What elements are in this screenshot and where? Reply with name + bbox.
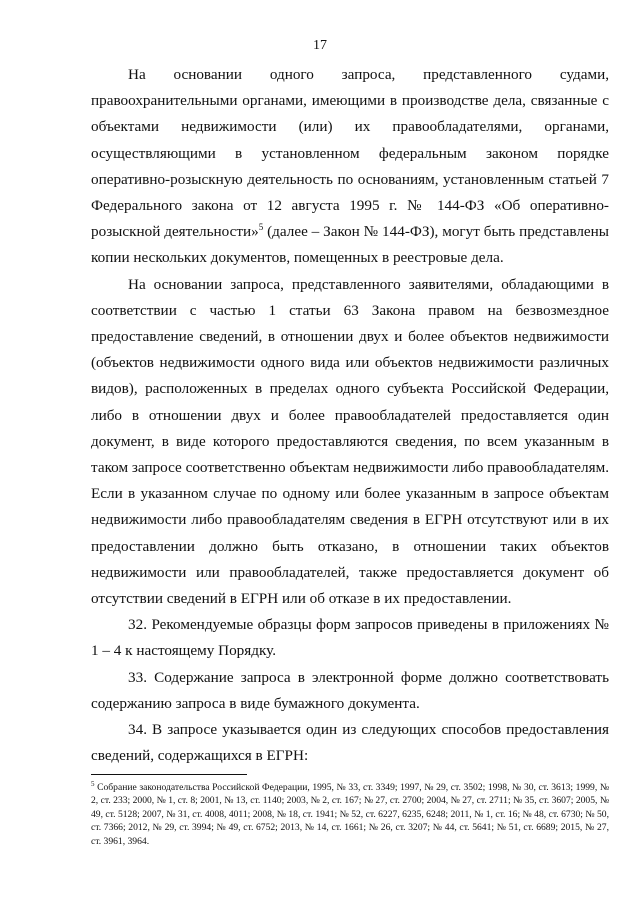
footnote-text: Собрание законодательства Российской Федерации, 1995, № 33, ст. 3349; 1997, № 29, ст. 3502; 1998, № 30, ст. 3613; 1999, № 2, ст. 233; 2000, № 1, ст. 8; 2001, № 13, ст. 1140; 2003, № 2, ст. 167; № 27, ст. 2700; 2004, № 27, ст. 2711; № 35, ст. 3607; 2005, № 49, ст. 5128; 2007, № 31, ст. 4008, 4011; 2008, № 18, ст. 1941; № 52, ст. 6227, 6235, 6248; 2011, № 1, ст. 16; № 48, ст. 6730; № 50, ст. 7366; 2012, № 29, ст. 3994; № 49, ст. 6752; 2013, № 14, ст. 1661; № 26, ст. 3207; № 44, ст. 5641; № 51, ст. 6689; 2015, № 27, ст. 3961, 3964.	[91, 782, 609, 847]
paragraph-2: На основании запроса, представленного заявителями, обладающими в соответствии с частью 1 статьи 63 Закона правом на безвозмездное предоставление сведений, в отношении двух и более объектов недвижимости (объектов недвижимости одного вида или объектов недвижимости различных видов), расположенных в пределах одного субъекта Российской Федерации, либо в отношении двух и более правообладателей предоставляется один документ, в виде которого предоставляются сведения, по всем указанным в таком запросе соответственно объектам недвижимости либо правообладателям. Если в указанном случае по одному или более указанным в запросе объектам недвижимости либо правообладателям сведения в ЕГРН отсутствуют или в их предоставлении должно быть отказано, в отношении таких объектов недвижимости или правообладателей, также предоставляется документ об отсутствии сведений в ЕГРН или об отказе в их предоставлении.	[91, 275, 609, 608]
paragraph-32: 32. Рекомендуемые образцы форм запросов приведены в приложениях № 1 – 4 к настоящему Порядку.	[91, 616, 609, 660]
paragraph-33: 33. Содержание запроса в электронной форме должно соответствовать содержанию запроса в виде бумажного документа.	[91, 668, 609, 712]
paragraph-1-text: На основании одного запроса, представленного судами, правоохранительными органами, имеющими в производстве дела, связанные с объектами недвижимости (или) их правообладателями, органами, осуществляющими в установленном федеральным законом порядке оперативно-розыскную деятельность по основаниям, установленным статьей 7 Федерального закона от 12 августа 1995 г. № 144-ФЗ «Об оперативно-розыскной деятельности»	[91, 66, 609, 241]
footnote-marker: 5	[91, 779, 95, 788]
paragraph-1	[91, 62, 609, 272]
document-body	[91, 62, 609, 769]
page-number: 17	[313, 38, 327, 53]
footnote	[91, 781, 609, 848]
footnote-separator	[91, 774, 247, 775]
paragraph-1-text-continued: (далее – Закон № 144-ФЗ), могут быть представлены копии нескольких документов, помещенных в реестровые дела.	[91, 223, 609, 267]
paragraph-34: 34. В запросе указывается один из следующих способов предоставления сведений, содержащихся в ЕГРН:	[91, 721, 609, 765]
footnote-reference: 5	[258, 222, 264, 233]
